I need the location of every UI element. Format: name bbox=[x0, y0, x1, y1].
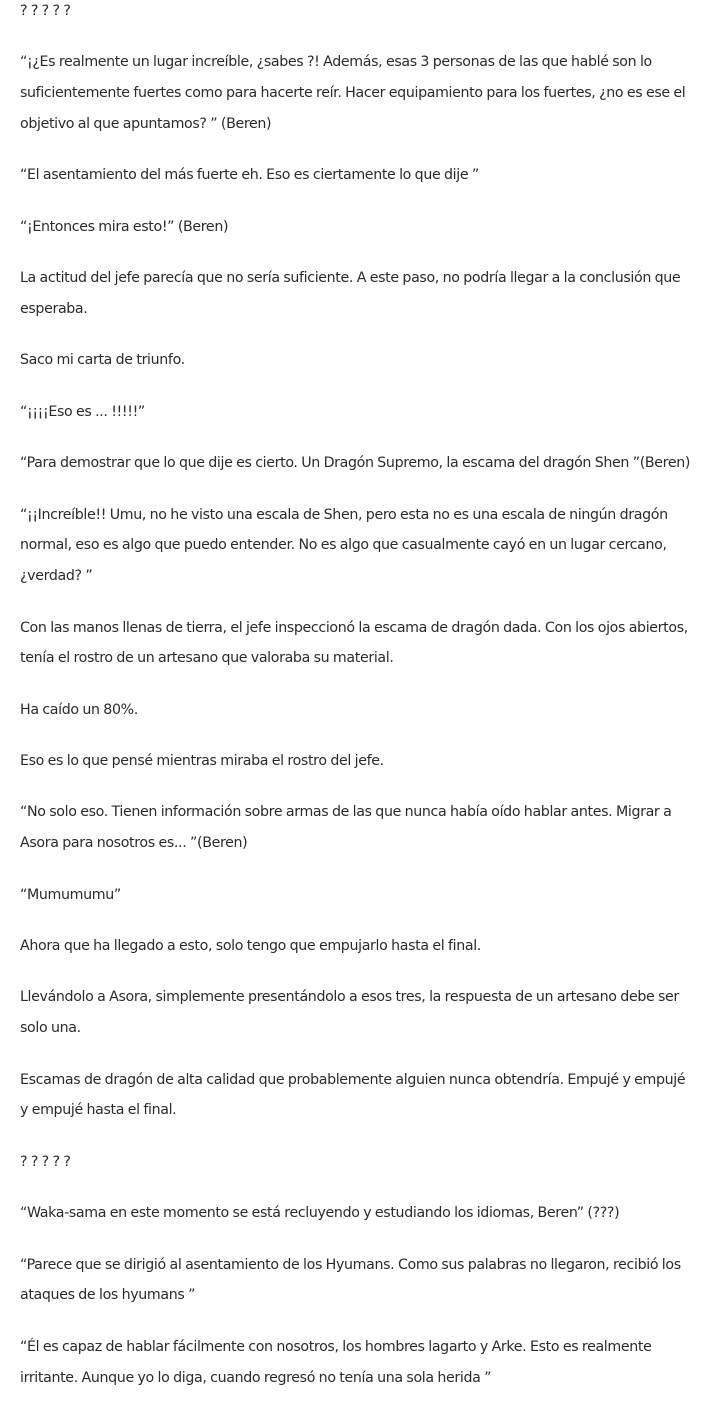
paragraph: “El asentamiento del más fuerte eh. Eso es ciertamente lo que dije ” bbox=[20, 167, 479, 184]
paragraph: “¡¿Es realmente un lugar increíble, ¿sabes ?! Además, esas 3 personas de las que hablé son lo suficientemente fuertes como para hacerte reír. Hacer equipamiento para los fuertes, ¿no es ese el objetivo al que apuntamos? ” (Beren) bbox=[20, 54, 686, 132]
paragraph: Saco mi carta de triunfo. bbox=[20, 352, 185, 369]
paragraph: Escamas de dragón de alta calidad que probablemente alguien nunca obtendría. Empujé y empujé y empujé hasta el final. bbox=[20, 1071, 686, 1119]
paragraph: Llevándolo a Asora, simplemente presentándolo a esos tres, la respuesta de un artesano debe ser solo una. bbox=[20, 989, 679, 1037]
scene-break: ? ? ? ? ? bbox=[20, 1153, 71, 1170]
paragraph: “¡Entonces mira esto!” (Beren) bbox=[20, 218, 229, 235]
paragraph: “Parece que se dirigió al asentamiento de los Hyumans. Como sus palabras no llegaron, recibió los ataques de los hyumans ” bbox=[20, 1256, 681, 1304]
paragraph: Eso es lo que pensé mientras miraba el rostro del jefe. bbox=[20, 753, 384, 770]
paragraph: “Waka-sama en este momento se está recluyendo y estudiando los idiomas, Beren” (???) bbox=[20, 1205, 620, 1222]
paragraph: Ha caído un 80%. bbox=[20, 701, 138, 718]
paragraph: Con las manos llenas de tierra, el jefe inspeccionó la escama de dragón dada. Con los ojos abiertos, tenía el rostro de un artesano que valoraba su material. bbox=[20, 619, 688, 667]
scene-break: ? ? ? ? ? bbox=[20, 3, 71, 19]
paragraph: “¡¡¡¡Eso es ... !!!!!” bbox=[20, 403, 145, 420]
paragraph: La actitud del jefe parecía que no sería suficiente. A este paso, no podría llegar a la conclusión que esperaba. bbox=[20, 270, 681, 317]
paragraph: “No solo eso. Tienen información sobre armas de las que nunca había oído hablar antes. Migrar a Asora para nosotros es... ”(Beren) bbox=[20, 804, 672, 852]
chapter-text bbox=[20, 0, 696, 1414]
paragraph: “Él es capaz de hablar fácilmente con nosotros, los hombres lagarto y Arke. Esto es realmente irritante. Aunque yo lo diga, cuando regresó no tenía una sola herida ” bbox=[20, 1338, 652, 1386]
paragraph: “Para demostrar que lo que dije es cierto. Un Dragón Supremo, la escama del dragón Shen ”(Beren) bbox=[20, 455, 691, 472]
paragraph: “Mumumumu” bbox=[20, 886, 121, 903]
paragraph: “¡¡Increíble!! Umu, no he visto una escala de Shen, pero esta no es una escala de ningún dragón normal, eso es algo que puedo entender. No es algo que casualmente cayó en un lugar cercano, ¿verdad? ” bbox=[20, 506, 668, 585]
paragraph: Ahora que ha llegado a esto, solo tengo que empujarlo hasta el final. bbox=[20, 938, 481, 955]
